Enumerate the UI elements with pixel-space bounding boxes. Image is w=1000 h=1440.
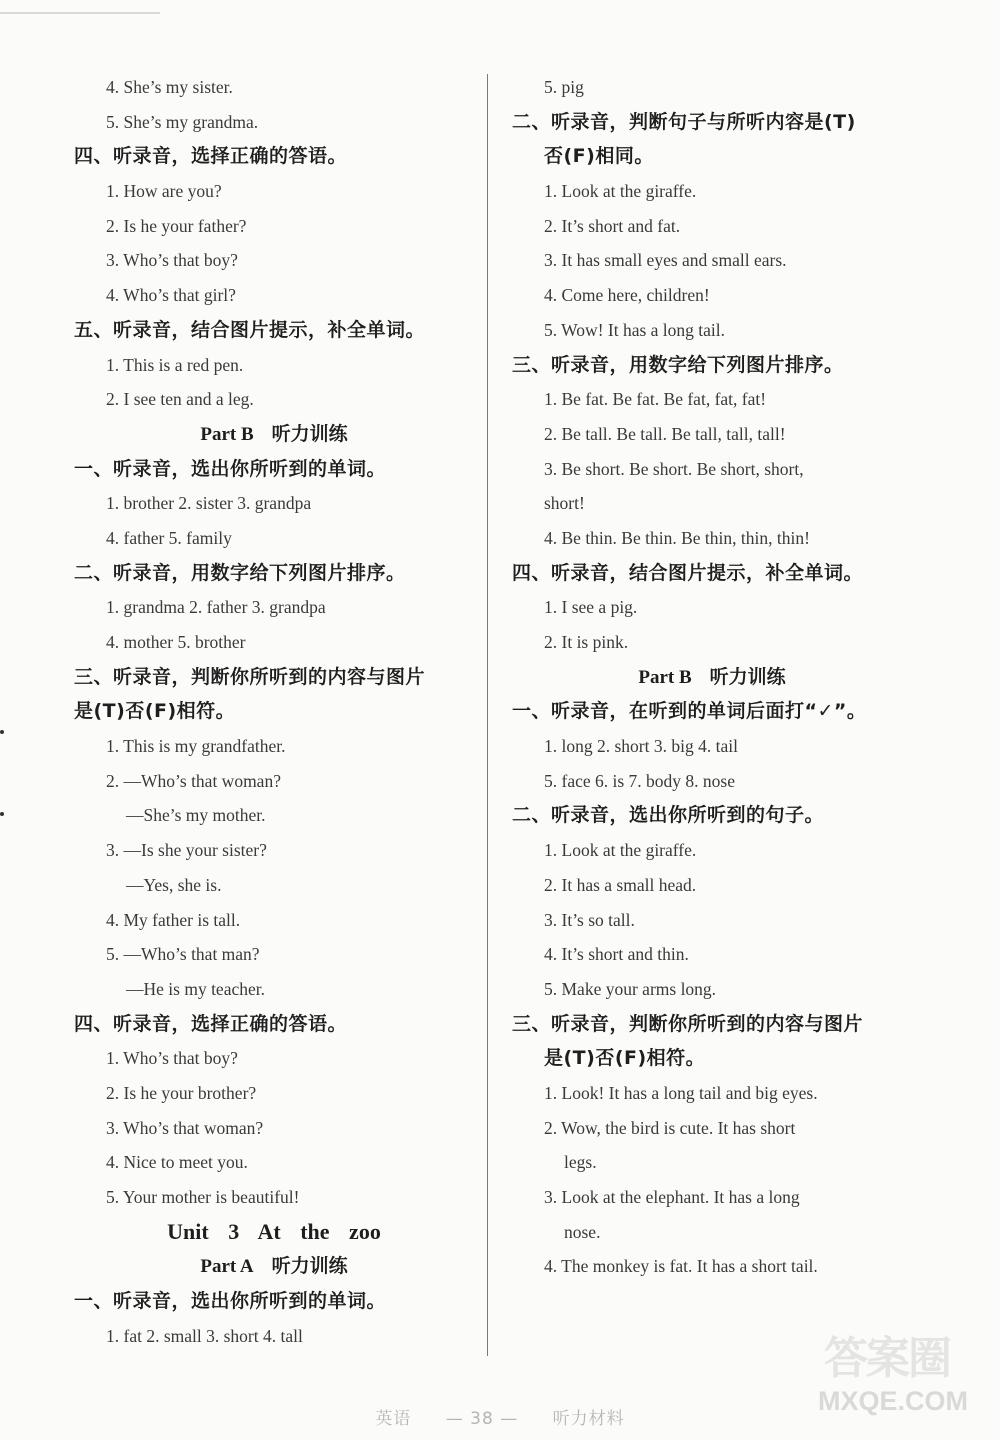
text-line: 1. How are you? (106, 181, 222, 202)
text-line: 1. This is my grandfather. (106, 736, 286, 757)
text-line: 2. It has a small head. (544, 874, 697, 895)
text-line: 4. It’s short and thin. (544, 944, 689, 965)
text-line: 3. It has small eyes and small ears. (544, 250, 787, 271)
text-line: 4. Come here, children! (544, 285, 710, 306)
text-line: 2. Is he your father? (106, 215, 247, 236)
section-heading: 一、听录音，选出你所听到的单词。 (74, 457, 387, 480)
text-line: 2. —Who’s that woman? (106, 770, 281, 791)
text-line: 1. brother 2. sister 3. grandpa (106, 493, 312, 514)
text-line: 2. Wow, the bird is cute. It has short (544, 1117, 796, 1138)
text-line: 1. long 2. short 3. big 4. tail (544, 736, 738, 757)
text-line: 5. face 6. is 7. body 8. nose (544, 770, 736, 791)
section-heading: 二、听录音，判断句子与所听内容是(T) (512, 110, 856, 133)
text-line: 4. mother 5. brother (106, 632, 246, 652)
text-line: 3. It’s so tall. (544, 909, 635, 930)
section-heading: 一、听录音，选出你所听到的单词。 (74, 1290, 387, 1313)
section-heading: 是(T)否(F)相符。 (544, 1047, 706, 1070)
watermark-site: MXQE.COM (818, 1386, 969, 1416)
footer-title: 听力材料 (552, 1409, 625, 1429)
section-heading: 四、听录音，选择正确的答语。 (74, 1012, 348, 1035)
footer-page-number: — 38 — (445, 1409, 519, 1429)
text-line: —He is my teacher. (126, 978, 265, 999)
text-line: 4. Nice to meet you. (106, 1152, 248, 1173)
section-heading: 三、听录音，判断你所听到的内容与图片 (74, 665, 426, 688)
text-line: 1. I see a pig. (544, 597, 638, 618)
text-line: 1. Be fat. Be fat. Be fat, fat, fat! (544, 389, 767, 410)
text-line: 4. father 5. family (106, 527, 232, 548)
text-line: nose. (564, 1221, 601, 1242)
right-column (512, 70, 912, 1284)
text-line: 1. Who’s that boy? (106, 1048, 238, 1069)
text-line: 4. She’s my sister. (106, 77, 233, 97)
text-line: 1. This is a red pen. (106, 354, 244, 375)
text-line: 5. Make your arms long. (544, 978, 717, 999)
text-line: 1. Look at the giraffe. (544, 840, 697, 861)
section-heading: 四、听录音，结合图片提示，补全单词。 (512, 561, 864, 584)
text-line: 5. She’s my grandma. (106, 111, 259, 132)
section-heading: 二、听录音，用数字给下列图片排序。 (74, 561, 406, 584)
part-subtitle: 听力训练 (271, 1255, 348, 1278)
section-heading: 是(T)否(F)相符。 (74, 700, 236, 723)
text-line: 4. The monkey is fat. It has a short tail. (544, 1256, 818, 1277)
text-line: 2. I see ten and a leg. (106, 389, 254, 410)
part-heading (74, 1249, 474, 1284)
section-heading: 一、听录音，在听到的单词后面打“✓”。 (512, 700, 867, 723)
part-label: Part B (200, 423, 254, 445)
text-line: 1. grandma 2. father 3. grandpa (106, 597, 326, 618)
text-line: —Yes, she is. (126, 874, 222, 895)
text-line: 1. Look! It has a long tail and big eyes. (544, 1082, 818, 1103)
text-line: 4. Be thin. Be thin. Be thin, thin, thin! (544, 527, 810, 548)
text-line: 1. fat 2. small 3. short 4. tall (106, 1325, 303, 1346)
text-line: —She’s my mother. (126, 805, 266, 826)
watermark-logo: 答案圈 (824, 1333, 950, 1384)
part-subtitle: 听力训练 (271, 422, 348, 445)
text-line: 2. Be tall. Be tall. Be tall, tall, tall! (544, 423, 786, 444)
left-column (74, 70, 474, 1353)
text-line: 5. Your mother is beautiful! (106, 1187, 300, 1207)
section-heading: 三、听录音，判断你所听到的内容与图片 (512, 1012, 864, 1035)
part-heading (74, 417, 474, 452)
part-label: Part A (200, 1256, 254, 1278)
margin-mark (0, 812, 4, 816)
text-line: 4. Who’s that girl? (106, 285, 236, 306)
text-line: 3. —Is she your sister? (106, 840, 267, 861)
column-divider (487, 74, 488, 1356)
top-rule (0, 12, 160, 14)
text-line: 4. My father is tall. (106, 909, 241, 930)
watermark (818, 1318, 990, 1430)
section-heading: 三、听录音，用数字给下列图片排序。 (512, 353, 844, 376)
text-line: legs. (564, 1152, 597, 1173)
text-line: 2. Is he your brother? (106, 1082, 257, 1103)
section-heading: 四、听录音，选择正确的答语。 (74, 145, 348, 168)
part-label: Part B (638, 666, 692, 688)
text-line: 5. —Who’s that man? (106, 944, 260, 965)
part-heading (512, 660, 912, 695)
text-line: 1. Look at the giraffe. (544, 181, 697, 202)
text-line: 2. It is pink. (544, 632, 629, 652)
text-line: 3. Look at the elephant. It has a long (544, 1187, 800, 1207)
text-line: 3. Be short. Be short. Be short, short, (544, 458, 804, 479)
text-line: 5. pig (544, 77, 584, 97)
part-subtitle: 听力训练 (709, 665, 786, 688)
unit-heading: Unit 3 At the zoo (167, 1218, 381, 1244)
text-line: 5. Wow! It has a long tail. (544, 319, 726, 340)
footer-subject: 英语 (375, 1409, 412, 1429)
section-heading: 二、听录音，选出你所听到的句子。 (512, 804, 825, 827)
text-line: short! (544, 493, 585, 514)
text-line: 3. Who’s that woman? (106, 1117, 264, 1138)
section-heading: 否(F)相同。 (544, 145, 654, 168)
section-heading: 五、听录音，结合图片提示，补全单词。 (74, 318, 426, 341)
text-line: 3. Who’s that boy? (106, 250, 238, 271)
margin-mark (0, 730, 4, 734)
text-line: 2. It’s short and fat. (544, 215, 681, 236)
